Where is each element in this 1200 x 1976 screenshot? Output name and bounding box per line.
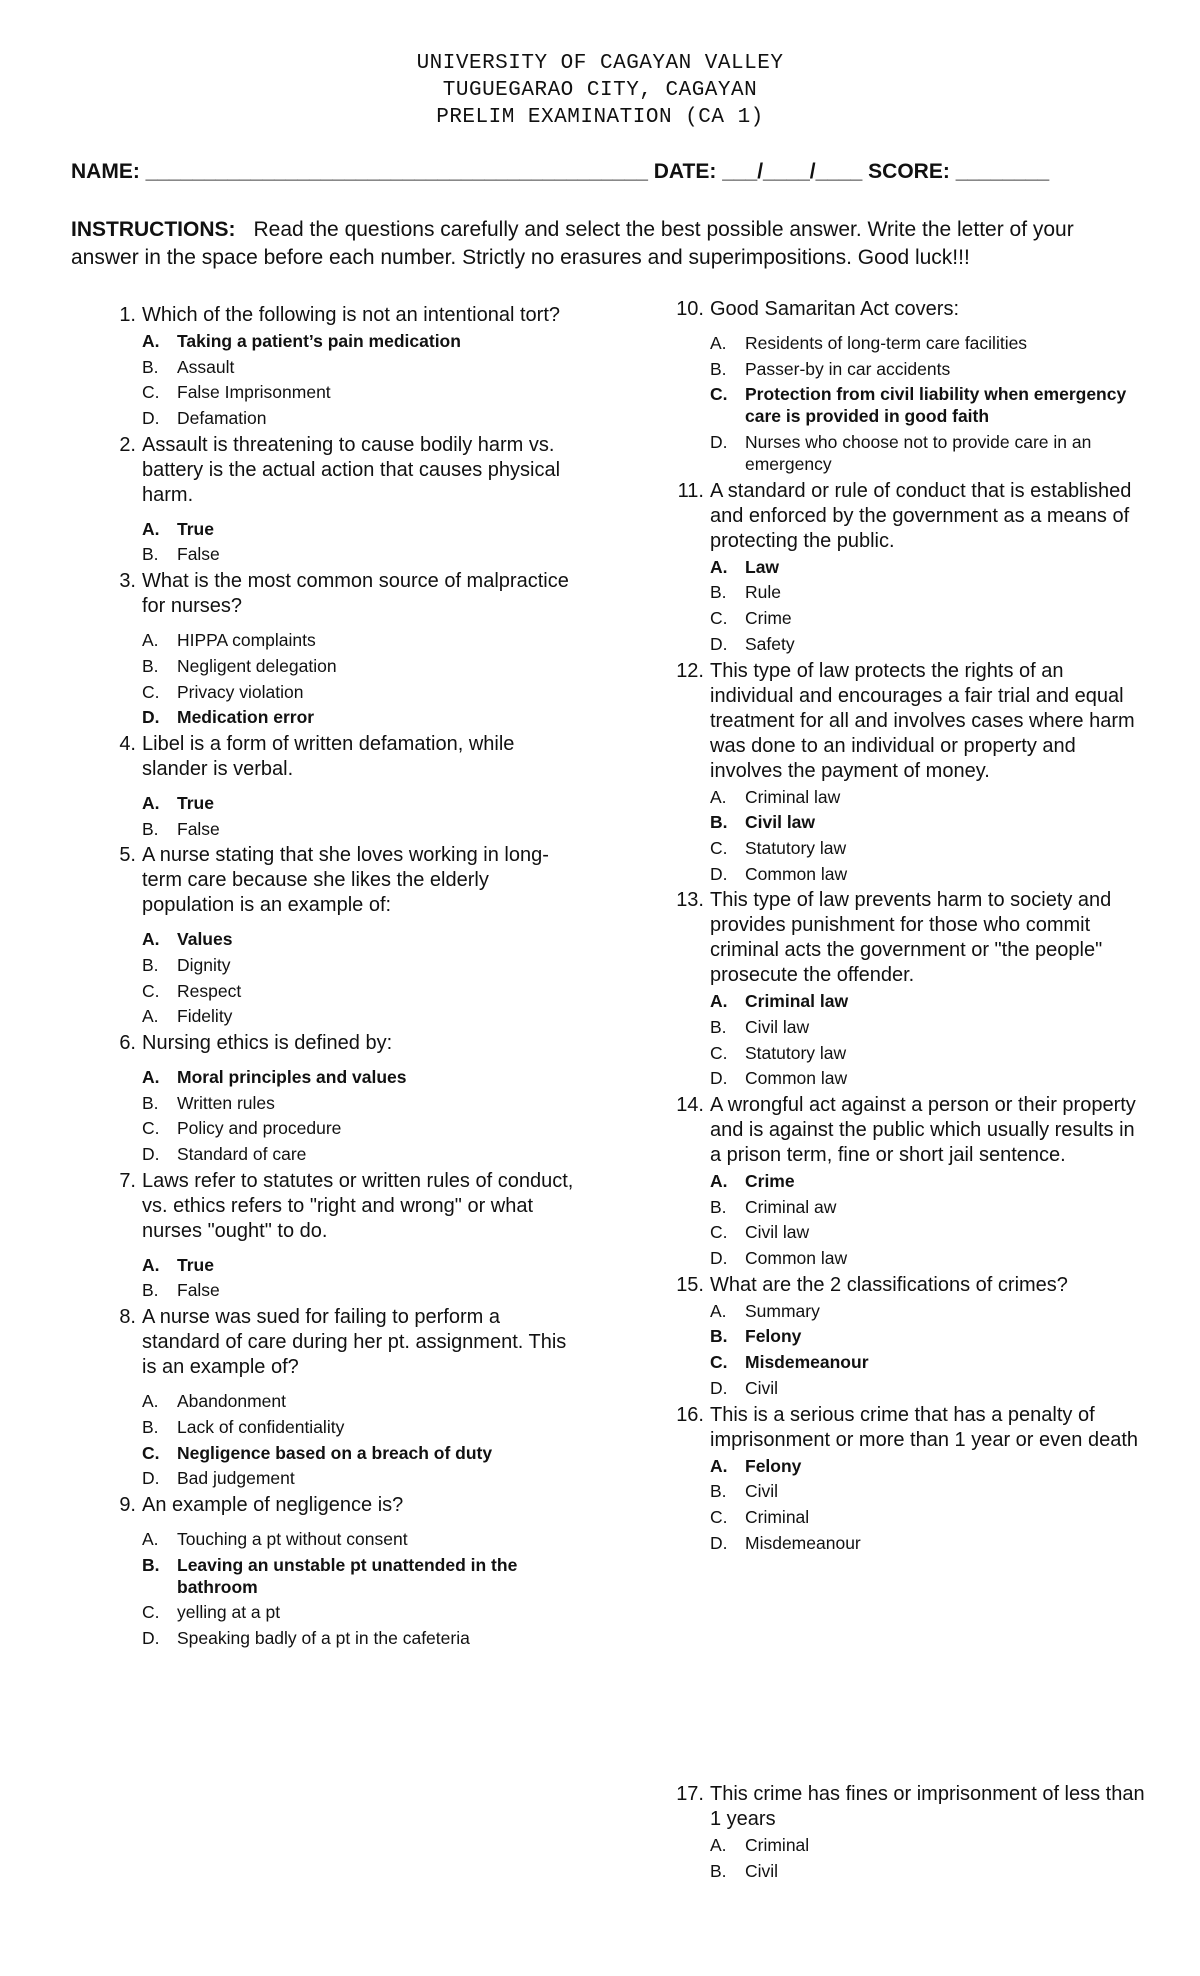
question-number: 13. — [676, 889, 704, 912]
instructions-label: INSTRUCTIONS: — [71, 218, 236, 241]
question-stem: This crime has fines or imprisonment of less than 1 years — [710, 1783, 1145, 1830]
question-stem: An example of negligence is? — [142, 1493, 404, 1516]
question-column-left — [100, 303, 580, 1653]
option-a: A. Values — [142, 929, 233, 950]
question-column-right — [668, 297, 1148, 1557]
question-number: 10. — [676, 298, 704, 320]
question-number: 14. — [676, 1094, 704, 1116]
date-blank: ___/____/____ — [722, 160, 863, 183]
question-10 — [668, 297, 1148, 475]
question-number: 3. — [119, 570, 136, 593]
exam-title: PRELIM EXAMINATION (CA 1) — [436, 106, 764, 129]
name-blank: ___________________________________________ — [145, 160, 648, 183]
question-number: 2. — [119, 433, 136, 456]
question-number: 12. — [676, 659, 704, 682]
question-stem: A nurse was sued for failing to perform a standard of care during her pt. assignment. This is an example of? — [142, 1306, 567, 1379]
option-a: A. Moral principles and values — [142, 1067, 407, 1087]
option-a: A. Residents of long-term care facilities — [710, 333, 1028, 353]
question-9 — [100, 1493, 580, 1649]
question-3 — [100, 569, 580, 728]
option-a: A. Abandonment — [142, 1391, 286, 1412]
question-8 — [100, 1305, 580, 1489]
question-stem: A wrongful act against a person or their property and is against the public which usually results in a prison term, fine or short jail sentence. — [710, 1094, 1136, 1166]
university-name: UNIVERSITY OF CAGAYAN VALLEY — [416, 52, 784, 75]
question-stem: This is a serious crime that has a penalty of imprisonment or more than 1 year or even death — [710, 1403, 1138, 1451]
option-b: B. False — [142, 544, 220, 565]
question-15 — [668, 1273, 1148, 1399]
question-6 — [100, 1031, 580, 1165]
option-c: C. Statutory law — [710, 837, 847, 858]
option-d: D. Common law — [710, 1068, 848, 1089]
question-number: 6. — [119, 1032, 136, 1054]
option-a: A. True — [142, 792, 214, 813]
option-a: A. Criminal law — [710, 991, 849, 1012]
option-d: D. Standard of care — [142, 1144, 307, 1165]
question-stem: Which of the following is not an intentional tort? — [142, 304, 561, 326]
score-blank: ________ — [955, 160, 1050, 183]
option-d: D. Common law — [710, 863, 848, 884]
question-number: 8. — [119, 1306, 136, 1329]
option-c: C. Criminal — [710, 1506, 810, 1527]
question-number: 9. — [119, 1493, 136, 1516]
question-stem: What is the most common source of malpractice for nurses? — [142, 570, 569, 618]
score-label: SCORE: — [868, 160, 950, 183]
question-number: 17. — [676, 1783, 704, 1805]
option-d: D. Bad judgement — [142, 1468, 295, 1489]
question-2 — [100, 433, 580, 566]
question-number: 15. — [676, 1273, 704, 1296]
option-list — [142, 518, 580, 566]
question-5 — [100, 843, 580, 1027]
option-list — [710, 556, 1148, 655]
option-a: A. Crime — [710, 1171, 795, 1191]
question-16 — [668, 1403, 1148, 1554]
option-b: B. Dignity — [142, 954, 231, 975]
option-b: B. Criminal aw — [710, 1196, 837, 1217]
option-list — [142, 1390, 580, 1489]
question-12 — [668, 659, 1148, 885]
student-fields — [71, 160, 1141, 184]
question-number: 1. — [119, 304, 136, 326]
date-label: DATE: — [653, 160, 717, 183]
option-b: B. Felony — [710, 1326, 802, 1347]
option-b: B. Civil law — [710, 1016, 810, 1037]
option-a: A. Criminal law — [710, 786, 841, 807]
question-stem: Nursing ethics is defined by: — [142, 1032, 393, 1054]
option-d: A. Fidelity — [142, 1006, 233, 1027]
option-list — [142, 792, 580, 840]
option-b: B. Negligent delegation — [142, 655, 337, 676]
option-b: B. Written rules — [142, 1092, 275, 1113]
question-stem: Libel is a form of written defamation, while slander is verbal. — [142, 732, 515, 780]
option-a: A. Felony — [710, 1455, 802, 1476]
question-1 — [100, 303, 580, 429]
question-stem: Assault is threatening to cause bodily harm vs. battery is the actual action that causes physical harm. — [142, 433, 561, 506]
option-d: D. Nurses who choose not to provide care in an emergency — [710, 432, 1092, 475]
option-c: C. Crime — [710, 608, 792, 629]
option-c: C. Statutory law — [710, 1042, 847, 1063]
option-b: B. Civil — [710, 1481, 779, 1502]
option-c: C. False Imprisonment — [142, 382, 331, 403]
question-17 — [668, 1782, 1148, 1882]
option-d: D. Civil — [710, 1377, 779, 1398]
option-list — [142, 1066, 580, 1165]
question-11 — [668, 479, 1148, 655]
option-list — [710, 1170, 1148, 1269]
option-a: A. True — [142, 518, 214, 539]
instructions — [71, 216, 1141, 272]
question-number: 7. — [119, 1169, 136, 1192]
question-number: 11. — [677, 479, 704, 502]
option-c: C. Privacy violation — [142, 681, 304, 702]
option-c: C. Misdemeanour — [710, 1352, 869, 1373]
option-list — [710, 1834, 1148, 1882]
option-b: B. Civil law — [710, 812, 816, 833]
option-list — [142, 1528, 580, 1649]
question-stem: A nurse stating that she loves working in long-term care because she likes the elderly population is an example of: — [142, 844, 549, 917]
option-b: B. False — [142, 818, 220, 839]
option-d: D. Medication error — [142, 707, 315, 728]
question-stem: This type of law prevents harm to society and provides punishment for those who commit criminal acts the government or "the people" prosecute the offender. — [710, 889, 1112, 987]
question-column-right-bottom — [668, 1782, 1148, 1885]
question-stem: What are the 2 classifications of crimes? — [710, 1273, 1068, 1296]
option-b: B. Passer-by in car accidents — [710, 358, 951, 379]
option-list — [710, 1455, 1148, 1554]
option-a: A. True — [142, 1254, 214, 1275]
option-b: B. False — [142, 1280, 220, 1301]
option-list — [142, 928, 580, 1027]
option-list — [710, 332, 1148, 475]
option-d: D. Speaking badly of a pt in the cafeteria — [142, 1627, 470, 1648]
question-number: 4. — [119, 732, 136, 755]
option-b: B. Rule — [710, 582, 781, 603]
option-b: B. Lack of confidentiality — [142, 1416, 345, 1437]
option-a: A. HIPPA complaints — [142, 630, 316, 651]
option-d: D. Common law — [710, 1248, 848, 1269]
option-b: B. Leaving an unstable pt unattended in the bathroom — [142, 1554, 518, 1597]
option-c: C. Civil law — [710, 1222, 810, 1243]
option-a: A. Summary — [710, 1300, 820, 1321]
question-number: 5. — [119, 844, 136, 867]
option-b: B. Civil — [710, 1860, 779, 1881]
option-c: C. Policy and procedure — [142, 1118, 342, 1139]
question-stem: Laws refer to statutes or written rules of conduct, vs. ethics refers to "right and wrong" or what nurses "ought" to do. — [142, 1169, 574, 1242]
option-d: D. Misdemeanour — [710, 1532, 861, 1553]
option-a: A. Touching a pt without consent — [142, 1528, 408, 1549]
question-13 — [668, 888, 1148, 1089]
option-a: A. Taking a patient’s pain medication — [142, 331, 461, 351]
exam-header — [0, 50, 1200, 131]
option-c: C. Protection from civil liability when emergency care is provided in good faith — [710, 384, 1127, 427]
option-list — [142, 629, 580, 728]
option-a: A. Law — [710, 556, 780, 577]
question-number: 16. — [676, 1403, 704, 1426]
option-d: D. Defamation — [142, 408, 267, 429]
option-c: C. yelling at a pt — [142, 1602, 281, 1623]
name-label: NAME: — [71, 160, 140, 183]
question-7 — [100, 1169, 580, 1302]
question-stem: Good Samaritan Act covers: — [710, 298, 960, 320]
option-list — [142, 1254, 580, 1302]
option-list — [142, 330, 580, 429]
option-list — [710, 1300, 1148, 1399]
option-b: B. Assault — [142, 356, 235, 377]
option-list — [710, 990, 1148, 1089]
option-list — [710, 786, 1148, 885]
question-14 — [668, 1093, 1148, 1269]
question-stem: A standard or rule of conduct that is established and enforced by the government as a means of protecting the public. — [710, 479, 1132, 552]
university-city: TUGUEGARAO CITY, CAGAYAN — [442, 79, 758, 102]
question-4 — [100, 732, 580, 840]
option-d: D. Safety — [710, 633, 795, 654]
option-c: C. Respect — [142, 980, 242, 1001]
option-a: A. Criminal — [710, 1835, 810, 1855]
instructions-text: Read the questions carefully and select the best possible answer. Write the letter of your answer in the space before each number. Strictly no erasures and superimpositions. Good luck!!! — [71, 218, 1074, 269]
question-stem: This type of law protects the rights of an individual and encourages a fair trial and equal treatment for all and involves cases where harm was done to an individual or property and involves the payment of money. — [710, 659, 1135, 782]
option-c: C. Negligence based on a breach of duty — [142, 1442, 493, 1463]
